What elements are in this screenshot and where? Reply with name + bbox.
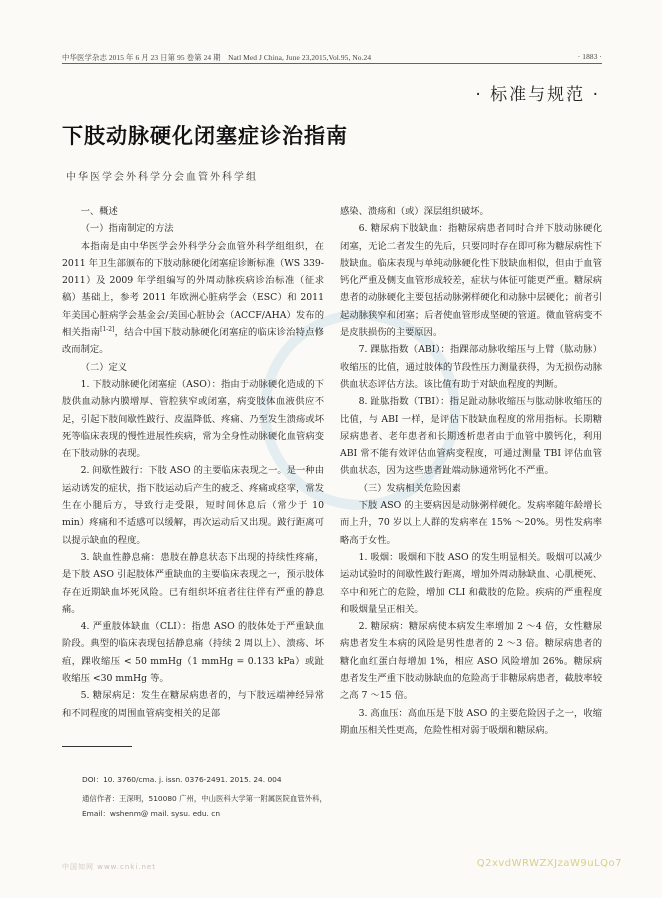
subheading-definition: （二）定义: [80, 361, 128, 373]
risk-diabetes: 2. 糖尿病：糖尿病使本病发生率增加 2 ～4 倍，女性糖尿病患者发生本病的风险是男性患者的 2 ～3 倍。糖尿病患者的糖化血红蛋白每增加 1%，相应 ASO 风险增加 26%。糖尿病患者发生严重下肢动脉缺血的危险高于非糖尿病患者，截肢率较之高 7 ～15 倍。: [340, 621, 602, 702]
definition-claudication: 2. 间歇性跛行：下肢 ASO 的主要临床表现之一。是一种由运动诱发的症状，指下肢运动后产生的疲乏、疼痛或痉挛，常发生在小腿后方，导致行走受限，短时间休息后（常少于 10 min）疼痛和不适感可以缓解，再次运动后又出现。跛行距离可以提示缺血的程度。: [62, 465, 324, 546]
article-title: 下肢动脉硬化闭塞症诊治指南: [62, 123, 348, 148]
footer-watermark-code: Q2xvdWRWZXJzaW9uLQo7: [476, 858, 622, 869]
journal-citation: 中华医学杂志 2015 年 6 月 23 日第 95 卷第 24 期 Natl Med J China, June 23,2015,Vol.95, No.24: [62, 53, 372, 62]
definition-tbi: 8. 趾肱指数（TBI）：指足趾动脉收缩压与肱动脉收缩压的比值，与 ABI 一样，是评估下肢缺血程度的常用指标。长期糖尿病患者、老年患者和长期透析患者由于血管中膜钙化，利用 ABI 常不能有效评估血管病变程度，可通过测量 TBI 评估血管供血状态，因为这些患者趾端动脉通常钙化不严重。: [340, 396, 602, 477]
risk-hypertension: 3. 高血压：高血压是下肢 ASO 的主要危险因子之一，收缩期血压相关性更高，危险性相对弱于吸烟和糖尿病。: [340, 707, 602, 736]
section-tag: · 标准与规范 ·: [475, 85, 600, 105]
footnote-rule: [62, 746, 132, 747]
author-line: 中华医学会外科学分会血管外科学组: [66, 172, 258, 183]
left-column: [62, 203, 324, 722]
footer-logo-text: 中国知网 www.cnki.net: [62, 863, 156, 871]
paragraph-continued: 感染、溃疡和（或）深层组织破坏。: [340, 206, 489, 217]
definition-aso: 1. 下肢动脉硬化闭塞症（ASO）：指由于动脉硬化造成的下肢供血动脉内膜增厚、管腔狭窄或闭塞，病变肢体血液供应不足，引起下肢间歇性跛行、皮温降低、疼痛、乃至发生溃疡或坏死等临床表现的慢性进展性疾病，常为全身性动脉硬化血管病变在下肢动脉的表现。: [62, 378, 324, 460]
header-rule: [62, 63, 602, 64]
subheading-method: （一）指南制定的方法: [80, 223, 174, 235]
right-column: [340, 203, 602, 739]
subheading-risk-factors: （三）发病相关危险因素: [358, 482, 461, 494]
footnote-doi: DOI：10. 3760/cma. j. issn. 0376-2491. 2015. 24. 004: [82, 775, 282, 784]
definition-abi: 7. 踝肱指数（ABI）：指踝部动脉收缩压与上臂（肱动脉）收缩压的比值，通过肢体的节段性压力测量获得，为无损伤动脉供血状态评估方法。该比值有助于对缺血程度的判断。: [340, 344, 602, 390]
footnote-correspondence: 通信作者：王深明，510080 广州，中山医科大学第一附属医院血管外科，Email：wshenm@ mail. sysu. edu. cn: [82, 794, 327, 818]
definition-cli: 4. 严重肢体缺血（CLI）：指患 ASO 的肢体处于严重缺血阶段。典型的临床表现包括静息痛（持续 2 周以上）、溃疡、坏疽，踝收缩压 < 50 mmHg（1 mmHg = 0.133 kPa）或趾收缩压 <30 mmHg 等。: [62, 621, 324, 685]
definition-diabetic-foot: 5. 糖尿病足：发生在糖尿病患者的，与下肢远端神经异常和不同程度的周围血管病变相关的足部: [62, 690, 324, 719]
citation-ref: [1-2]: [100, 325, 115, 333]
definition-diabetic-ischemia: 6. 糖尿病下肢缺血：指糖尿病患者同时合并下肢动脉硬化闭塞，无论二者发生的先后，只要同时存在即可称为糖尿病性下肢缺血。临床表现与单纯动脉硬化性下肢缺血相似，但由于血管钙化严重及侧支血管形成较差，症状与体征可能更严重。糖尿病患者的动脉硬化主要包括动脉粥样硬化和动脉中层硬化；前者引起动脉狭窄和闭塞；后者使血管形成坚硬的管道。微血管病变不是皮肤损伤的主要原因。: [340, 223, 602, 339]
risk-smoking: 1. 吸烟：吸烟和下肢 ASO 的发生明显相关。吸烟可以减少运动试验时的间歇性跛行距离，增加外周动脉缺血、心肌梗死、卒中和死亡的危险，增加 CLI 和截肢的危险。疾病的严重程度和吸烟量呈正相关。: [340, 551, 602, 615]
heading-overview: 一、概述: [80, 206, 118, 217]
paragraph-method-text: 本指南是由中华医学会外科学分会血管外科学组组织，在 2011 年卫生部颁布的下肢动脉硬化闭塞症诊断标准（WS 339-2011）及 2009 年学组编写的外周动脉疾病诊治标准（征求稿）基础上，参考 2011 年欧洲心脏病学会（ESC）和 2011 年美国心脏病学会基金会/美国心脏协会（ACCF/AHA）发布的相关指南: [62, 240, 324, 339]
paragraph-method: [62, 238, 324, 359]
definition-rest-pain: 3. 缺血性静息痛：患肢在静息状态下出现的持续性疼痛，是下肢 ASO 引起肢体严重缺血的主要临床表现之一，预示肢体存在近期缺血坏死风险。已有组织坏疽者往往伴有严重的静息痛。: [62, 551, 324, 615]
paragraph-method-tail: ，结合中国下肢动脉硬化闭塞症的临床诊治特点修改而制定。: [62, 327, 324, 356]
paragraph-etiology: 下肢 ASO 的主要病因是动脉粥样硬化。发病率随年龄增长而上升，70 岁以上人群的发病率在 15% ～20%。男性发病率略高于女性。: [340, 500, 602, 546]
running-header: [62, 52, 602, 63]
page-number: · 1883 ·: [577, 52, 602, 61]
